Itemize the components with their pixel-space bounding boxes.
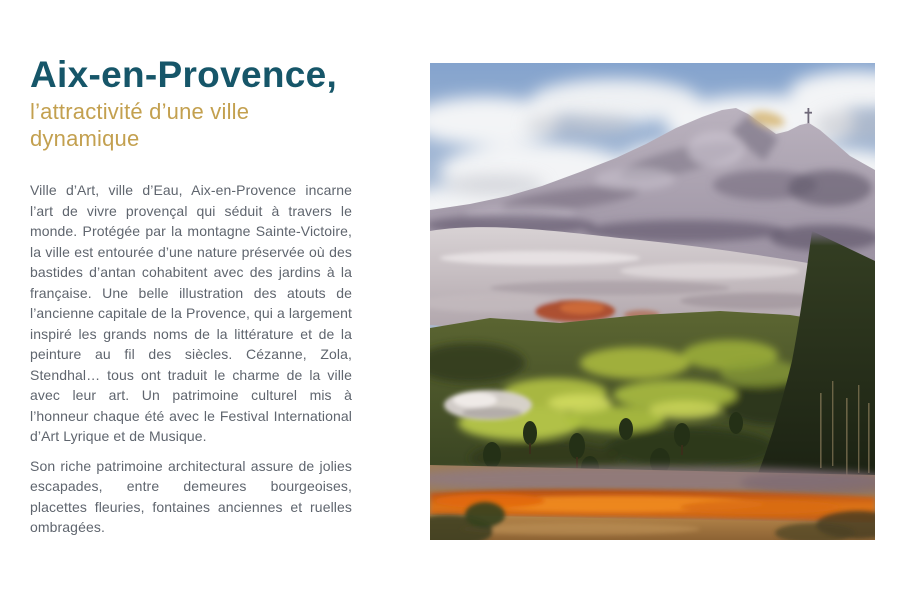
- paragraph-architecture: Son riche patrimoine architectural assure de jolies escapades, entre demeures bourgeoises, placettes fleuries, fontaines anciennes et ruelles ombragées.: [30, 457, 352, 535]
- sainte-victoire-photo: [430, 63, 875, 540]
- text-column: [30, 56, 352, 538]
- sainte-victoire-illustration: [430, 63, 875, 540]
- page-title: Aix-en-Provence,: [30, 54, 338, 95]
- page-subtitle: l’attractivité d’une ville dynamique: [30, 99, 250, 151]
- paragraph-intro: Ville d’Art, ville d’Eau, Aix-en-Provence incarne l’art de vivre provençal qui séduit à travers le monde. Protégée par la montagne Sainte-Victoire, la ville est entourée d’une nature préservée où des bastides d’antan cohabitent avec des jardins à la française. Une belle illustration des atouts de l’ancienne capitale de la Provence, qui a largement inspiré les grands noms de la littérature et de la peinture au fil des siècles. Cézanne, Zola, Stendhal… tous ont traduit le charme de la ville avec leur art. Un patrimoine culturel mis à l’honneur chaque été avec le Festival International d’Art Lyrique et de Musique.: [30, 182, 352, 444]
